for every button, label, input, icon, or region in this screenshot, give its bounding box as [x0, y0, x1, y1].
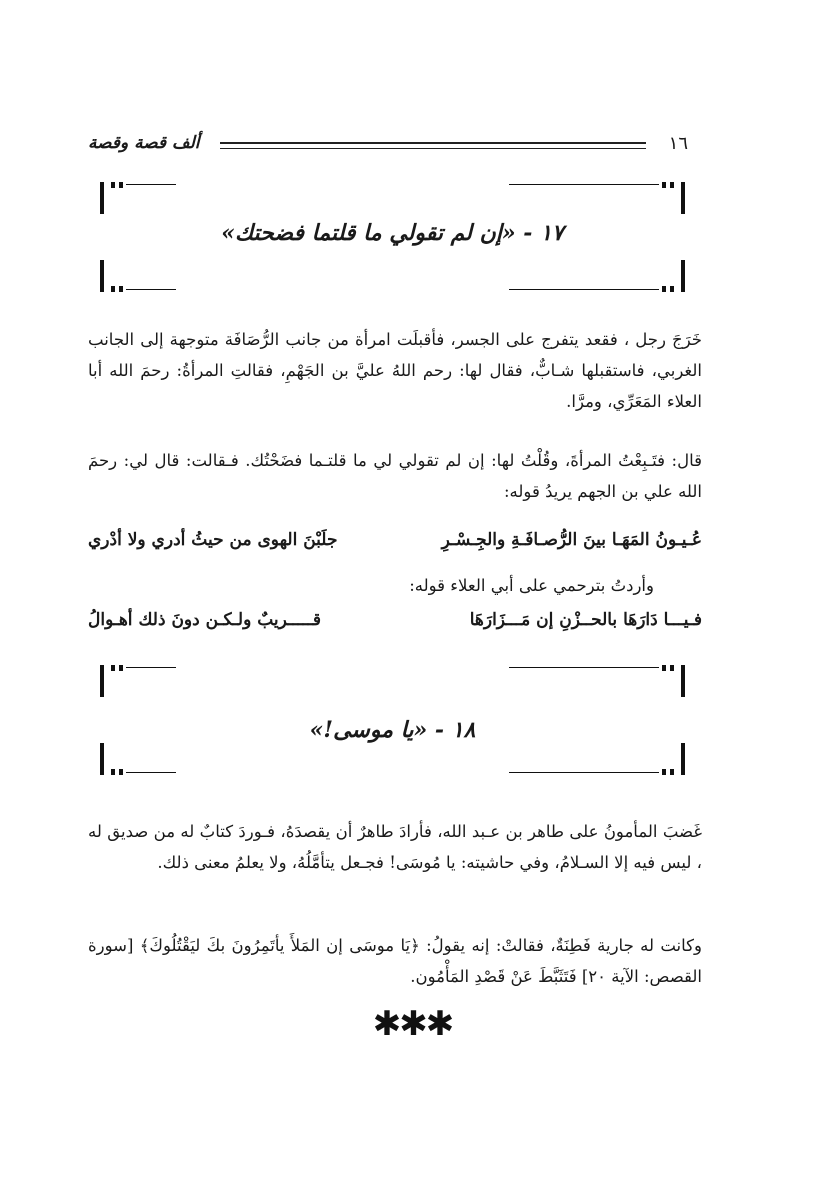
frame-corner-bottom-left: [100, 260, 104, 292]
story-17-title: ١٧ - «إن لم تقولي ما قلتما فضحتك»: [221, 220, 564, 246]
frame-corner-bottom-right: [681, 743, 685, 775]
frame-corner-top-left: [100, 182, 104, 214]
frame-ornament: [670, 665, 674, 671]
frame-line: [126, 289, 176, 290]
frame-ornament: [119, 286, 123, 292]
story-17-paragraph-2: قال: فتَـبِعْتُ المرأةَ، وقُلْتُ لها: إن لم تقولي لي ما قلتـما فضَحْتُك. فـقالت: قال لي: رحمَ الله علي بن الجهم يريدُ قوله:: [88, 451, 702, 501]
frame-ornament: [119, 769, 123, 775]
frame-ornament: [670, 286, 674, 292]
story-18-paragraph-1: غَضبَ المأمونُ على طاهر بن عـبد الله، فأرادَ طاهرٌ أن يقصدَهُ، فـوردَ كتابٌ له من صديق له ، ليس فيه إلا السـلامُ، وفي حاشيته: يا مُوسَى! فجـعل يتأمَّلُهُ، ولا يعلمُ معنى ذلك.: [88, 822, 702, 872]
verse-1: [88, 530, 702, 560]
story-18-title: ١٨ - «يا موسى!»: [309, 717, 476, 743]
frame-corner-top-right: [681, 182, 685, 214]
frame-ornament: [670, 769, 674, 775]
frame-ornament: [662, 769, 666, 775]
frame-ornament: [662, 182, 666, 188]
verse-1-second-hemistich: جلَبْنَ الهوى من حيثُ أدري ولا أدْري: [88, 530, 338, 550]
frame-line: [126, 772, 176, 773]
frame-ornament: [662, 286, 666, 292]
frame-line: [509, 289, 659, 290]
running-header: [88, 133, 688, 157]
header-rule: [220, 142, 646, 149]
frame-ornament: [111, 286, 115, 292]
frame-ornament: [670, 182, 674, 188]
verse-2-intro: وأردتُ بترحمي على أبي العلاء قوله:: [409, 576, 654, 595]
story-18-paragraph-2: وكانت له جارية فَطِنَةٌ، فقالتْ: إنه يقولُ: ﴿يَا موسَى إن المَلأَ يأتَمِرُونَ بكَ ليَقْتُلُوكَ﴾ [سورة القصص: الآية ٢٠] فَتَثَبَّطَ عَنْ قَصْدِ المَأْمُون.: [88, 936, 702, 986]
frame-corner-top-left: [100, 665, 104, 697]
story-17-paragraph-1: خَرَجَ رجل ، فقعد يتفرج على الجسر، فأقبلَت امرأة من جانب الرُّصَافَة متوجهة إلى الجانب الغربي، فاستقبلها شـابٌّ، فقال لها: رحم اللهُ عليَّ بن الجَهْمِ، فقالتِ المرأةُ: رحمَ الله أبا العلاء المَعَرِّي، ومرَّا.: [88, 330, 702, 411]
verse-2-first-hemistich: فـيـــا دَارَهَا بالحــزْنِ إن مَـــزَارَهَا: [469, 610, 702, 630]
frame-corner-bottom-right: [681, 260, 685, 292]
section-end-stars: ✱✱✱: [372, 1004, 453, 1044]
frame-line: [126, 667, 176, 668]
frame-line: [509, 667, 659, 668]
story-17-title-frame: [100, 182, 685, 292]
frame-ornament: [111, 665, 115, 671]
page-number: ١٦: [668, 133, 688, 154]
frame-ornament: [111, 182, 115, 188]
frame-corner-bottom-left: [100, 743, 104, 775]
frame-line: [509, 772, 659, 773]
frame-ornament: [119, 665, 123, 671]
frame-ornament: [111, 769, 115, 775]
frame-line: [126, 184, 176, 185]
story-18-title-frame: [100, 665, 685, 775]
frame-ornament: [119, 182, 123, 188]
frame-ornament: [662, 665, 666, 671]
verse-2: [88, 610, 702, 640]
verse-2-second-hemistich: قـــــريبٌ ولـكـن دونَ ذلك أهـوالُ: [88, 610, 322, 630]
verse-1-first-hemistich: عُـيـونُ المَهَـا بينَ الرُّصـافَـةِ والجِـسْـرِ: [441, 530, 702, 550]
book-title: ألف قصة وقصة: [88, 133, 200, 153]
frame-corner-top-right: [681, 665, 685, 697]
frame-line: [509, 184, 659, 185]
